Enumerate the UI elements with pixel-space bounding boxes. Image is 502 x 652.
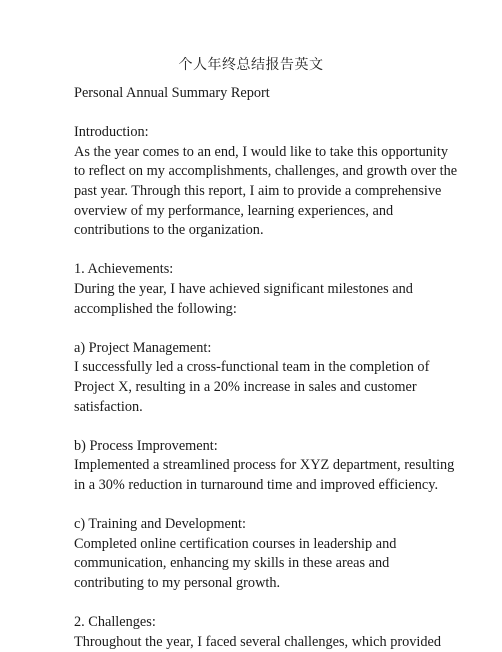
blank-line xyxy=(74,495,434,515)
paragraph-line: satisfaction. xyxy=(74,398,143,415)
blank-line xyxy=(74,593,434,613)
paragraph-line: past year. Through this report, I aim to provide a comprehensive xyxy=(74,182,442,199)
subsection-heading-process-improvement: b) Process Improvement: xyxy=(74,437,218,454)
blank-line xyxy=(74,241,434,261)
paragraph-line: Completed online certification courses in leadership and xyxy=(74,535,397,552)
paragraph-line: communication, enhancing my skills in these areas and xyxy=(74,555,390,572)
paragraph-line: accomplished the following: xyxy=(74,300,237,317)
blank-line xyxy=(74,417,434,437)
paragraph-line: contributing to my personal growth. xyxy=(74,574,281,591)
paragraph-line: Implemented a streamlined process for XYZ department, resulting xyxy=(74,457,455,474)
section-heading-challenges: 2. Challenges: xyxy=(74,614,156,631)
document-body xyxy=(74,84,458,652)
paragraph-line: overview of my performance, learning experiences, and xyxy=(74,202,394,219)
section-heading-achievements: 1. Achievements: xyxy=(74,261,174,278)
report-heading: Personal Annual Summary Report xyxy=(74,85,270,101)
subsection-heading-training: c) Training and Development: xyxy=(74,516,246,533)
paragraph-line: Project X, resulting in a 20% increase in sales and customer xyxy=(74,378,417,395)
paragraph-line: As the year comes to an end, I would like to take this opportunity xyxy=(74,143,449,160)
paragraph-line: During the year, I have achieved significant milestones and xyxy=(74,280,413,297)
subsection-heading-project-management: a) Project Management: xyxy=(74,339,212,356)
paragraph-line: in a 30% reduction in turnaround time and improved efficiency. xyxy=(74,476,439,493)
blank-line xyxy=(74,319,434,339)
section-heading-introduction: Introduction: xyxy=(74,124,149,141)
paragraph-line: I successfully led a cross-functional team in the completion of xyxy=(74,359,430,376)
document-title: 个人年终总结报告英文 xyxy=(178,58,324,73)
paragraph-line: contributions to the organization. xyxy=(74,222,264,239)
paragraph-line: Throughout the year, I faced several challenges, which provided xyxy=(74,633,442,650)
paragraph-line: to reflect on my accomplishments, challenges, and growth over the xyxy=(74,163,458,180)
blank-line xyxy=(74,104,434,124)
